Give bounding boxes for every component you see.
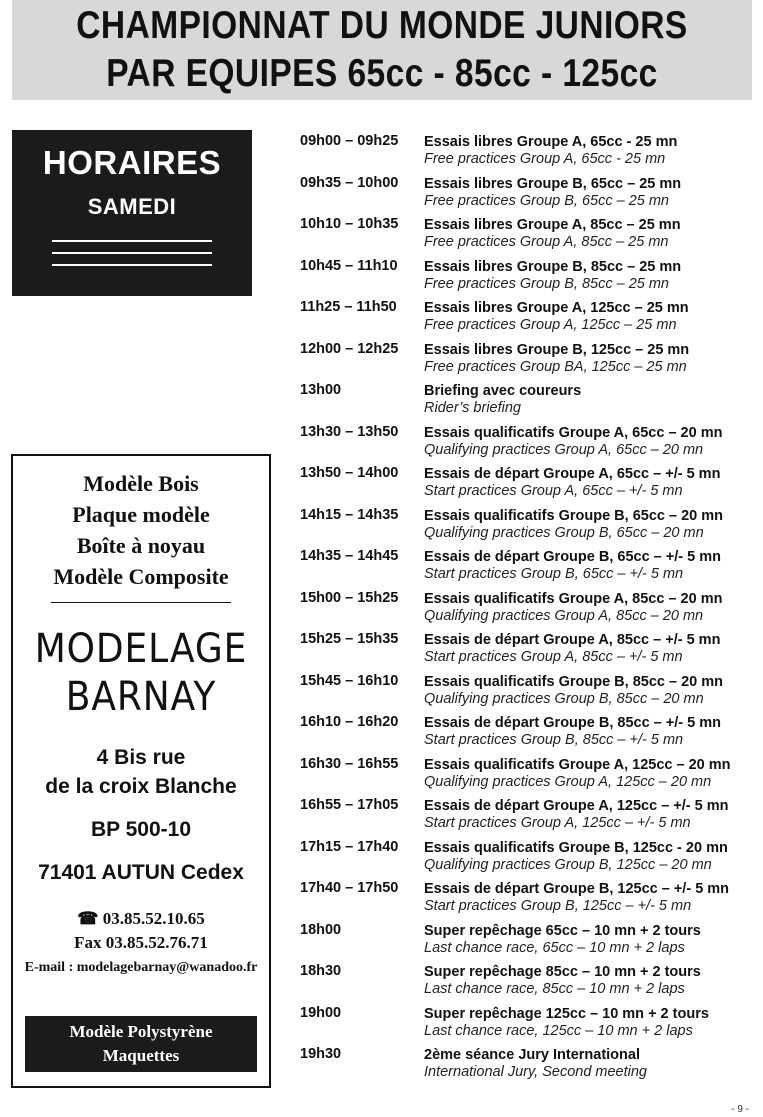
ad-city: 71401 AUTUN Cedex [38,861,244,884]
schedule-row [300,133,762,175]
schedule-event-en: Qualifying practices Group A, 85cc – 20 mn [424,607,704,624]
schedule-event-fr: Essais de départ Groupe B, 85cc – +/- 5 mn [424,715,721,731]
schedule-event-en: Last chance race, 125cc – 10 mn + 2 laps [424,1022,693,1039]
horaires-box [12,130,252,296]
schedule-time: 14h15 – 14h35 [300,506,399,523]
schedule-time: 09h00 – 09h25 [300,133,399,149]
ad-address-line-1: 4 Bis rue [96,746,186,769]
schedule-event-fr: Essais de départ Groupe A, 125cc – +/- 5 mn [424,798,729,814]
schedule-event-en: Last chance race, 85cc – 10 mn + 2 laps [424,981,685,997]
schedule-event-fr: Super repêchage 65cc – 10 mn + 2 tours [424,922,701,939]
schedule-event-en: Start practices Group A, 65cc – +/- 5 mn [424,483,683,499]
schedule-time: 18h00 [300,921,342,938]
schedule-row [300,631,762,673]
schedule-event-en: Free practices Group A, 65cc - 25 mn [424,151,666,167]
schedule-event-en: Start practices Group A, 125cc – +/- 5 mn [424,815,691,831]
ad-product-list [13,468,269,592]
schedule-event-fr: Super repêchage 85cc – 10 mn + 2 tours [424,964,701,980]
ad-bp: BP 500-10 [90,818,192,841]
schedule-event-fr: Essais de départ Groupe B, 125cc – +/- 5 mn [424,881,730,897]
schedule-row [300,797,762,839]
schedule-row [300,258,762,300]
schedule-time: 16h30 – 16h55 [300,755,399,772]
schedule-event-fr: Essais libres Groupe B, 85cc – 25 mn [424,258,682,275]
schedule-list [300,133,762,1088]
horaires-day: SAMEDI [87,194,177,219]
schedule-time: 15h45 – 16h10 [300,672,399,689]
schedule-event-fr: 2ème séance Jury International [424,1047,640,1063]
schedule-event-fr: Essais qualificatifs Groupe B, 85cc – 20 mn [424,673,723,690]
divider-line [52,252,212,254]
schedule-row [300,963,762,1005]
schedule-row [300,1046,762,1088]
schedule-time: 17h40 – 17h50 [300,880,399,896]
schedule-event-fr: Essais qualificatifs Groupe A, 85cc – 20 mn [424,590,723,607]
schedule-time: 12h00 – 12h25 [300,340,399,357]
title-banner [12,0,752,100]
schedule-row [300,216,762,258]
telephone-icon: ☎ [77,909,99,928]
ad-product-line: Modèle Bois [83,471,199,496]
ad-address-line-2: de la croix Blanche [45,775,237,798]
schedule-event-fr: Essais de départ Groupe A, 65cc – +/- 5 mn [424,466,721,482]
divider-line [52,264,212,266]
schedule-row [300,507,762,549]
schedule-event-en: Qualifying practices Group B, 125cc – 20 mn [424,856,712,873]
schedule-event-en: Free practices Group A, 85cc – 25 mn [424,234,669,250]
schedule-time: 13h50 – 14h00 [300,465,399,481]
schedule-time: 11h25 – 11h50 [300,299,397,315]
title-line-2: PAR EQUIPES 65cc - 85cc - 125cc [106,52,658,95]
schedule-row [300,839,762,881]
schedule-event-fr: Essais qualificatifs Groupe B, 65cc – 20 mn [424,507,723,524]
schedule-event-fr: Essais libres Groupe A, 65cc - 25 mn [424,134,678,150]
schedule-event-en: Qualifying practices Group B, 85cc – 20 mn [424,690,704,707]
schedule-row [300,424,762,466]
schedule-event-en: Rider’s briefing [424,400,521,416]
schedule-event-en: Free practices Group A, 125cc – 25 mn [424,317,677,333]
ad-product-line: Modèle Composite [53,564,229,589]
schedule-time: 16h10 – 16h20 [300,714,399,730]
schedule-event-en: Qualifying practices Group B, 65cc – 20 mn [424,524,704,541]
divider-line [52,240,212,242]
ad-box-line-2: Maquettes [102,1046,180,1065]
schedule-row [300,880,762,922]
schedule-time: 15h00 – 15h25 [300,589,399,606]
schedule-row [300,175,762,217]
schedule-event-en: Free practices Group B, 85cc – 25 mn [424,275,669,292]
schedule-row [300,673,762,715]
page-number: - 9 - [731,1104,749,1115]
schedule-row [300,590,762,632]
schedule-time: 19h00 [300,1004,342,1021]
ad-black-box [25,1016,257,1072]
schedule-time: 16h55 – 17h05 [300,797,399,813]
schedule-time: 13h30 – 13h50 [300,423,399,440]
schedule-event-en: Start practices Group B, 65cc – +/- 5 mn [424,566,684,582]
ad-brand-name-2: BARNAY [65,674,217,720]
schedule-row [300,1005,762,1047]
schedule-event-fr: Essais qualificatifs Groupe A, 125cc – 20 mn [424,756,731,773]
schedule-event-en: Last chance race, 65cc – 10 mn + 2 laps [424,939,685,956]
ad-product-line: Boîte à noyau [76,533,206,558]
schedule-event-en: Free practices Group B, 65cc – 25 mn [424,192,669,209]
schedule-event-en: Start practices Group B, 125cc – +/- 5 mn [424,898,692,914]
ad-email: E-mail : modelagebarnay@wanadoo.fr [24,960,258,975]
ad-phone-row [13,907,269,931]
schedule-time: 10h45 – 11h10 [300,257,398,274]
ad-phone: 03.85.52.10.65 [102,909,205,928]
schedule-time: 18h30 [300,963,342,979]
schedule-event-en: Qualifying practices Group A, 65cc – 20 mn [424,441,704,458]
schedule-event-fr: Super repêchage 125cc – 10 mn + 2 tours [424,1005,709,1022]
schedule-time: 17h15 – 17h40 [300,838,399,855]
schedule-event-fr: Essais qualificatifs Groupe A, 65cc – 20 mn [424,424,723,441]
schedule-event-en: International Jury, Second meeting [424,1064,648,1080]
schedule-event-en: Qualifying practices Group A, 125cc – 20 mn [424,773,712,790]
schedule-row [300,341,762,383]
schedule-time: 10h10 – 10h35 [300,216,399,232]
title-line-1: CHAMPIONNAT DU MONDE JUNIORS [76,4,688,47]
schedule-event-fr: Essais libres Groupe A, 125cc – 25 mn [424,300,689,316]
horaires-title: HORAIRES [42,144,222,181]
schedule-time: 15h25 – 15h35 [300,631,399,647]
schedule-row [300,922,762,964]
ad-box-line-1: Modèle Polystyrène [69,1022,213,1041]
schedule-event-fr: Briefing avec coureurs [424,383,582,399]
ad-fax: Fax 03.85.52.76.71 [74,933,208,952]
schedule-event-fr: Essais libres Groupe B, 65cc – 25 mn [424,175,682,192]
ad-brand-name-1: MODELAGE [34,626,248,672]
schedule-row [300,465,762,507]
advertisement [11,454,271,1088]
schedule-event-fr: Essais de départ Groupe B, 65cc – +/- 5 mn [424,549,721,565]
ad-product-line: Plaque modèle [72,502,210,527]
schedule-time: 09h35 – 10h00 [300,174,399,191]
schedule-time: 14h35 – 14h45 [300,548,399,564]
schedule-event-fr: Essais de départ Groupe A, 85cc – +/- 5 mn [424,632,721,648]
schedule-row [300,714,762,756]
schedule-event-en: Start practices Group B, 85cc – +/- 5 mn [424,732,684,748]
schedule-row [300,548,762,590]
schedule-time: 19h30 [300,1046,342,1062]
schedule-event-en: Start practices Group A, 85cc – +/- 5 mn [424,649,683,665]
schedule-row [300,299,762,341]
schedule-event-en: Free practices Group BA, 125cc – 25 mn [424,358,687,375]
schedule-event-fr: Essais qualificatifs Groupe B, 125cc - 20 mn [424,839,728,856]
schedule-row [300,756,762,798]
ad-divider [51,602,231,603]
schedule-event-fr: Essais libres Groupe A, 85cc – 25 mn [424,217,681,233]
schedule-event-fr: Essais libres Groupe B, 125cc – 25 mn [424,341,690,358]
schedule-row [300,382,762,424]
schedule-time: 13h00 [300,382,342,398]
